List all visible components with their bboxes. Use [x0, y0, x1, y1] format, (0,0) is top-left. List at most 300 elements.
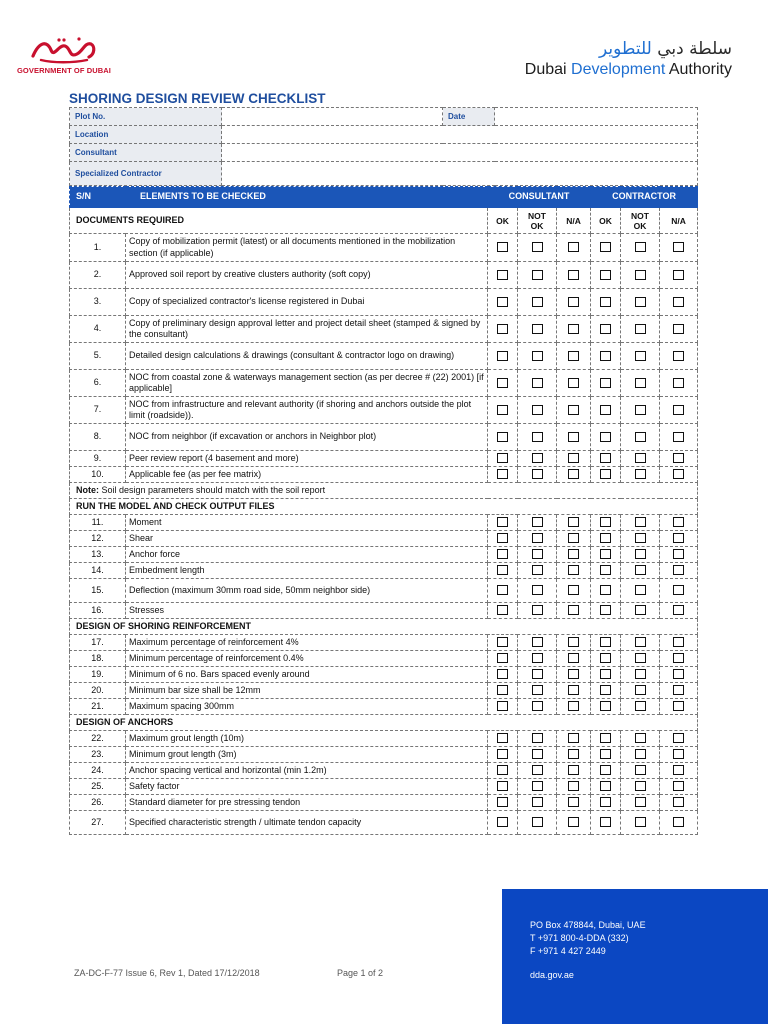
- consultant-na-cell: [557, 234, 591, 262]
- contractor-ok-checkbox[interactable]: [600, 533, 611, 543]
- consultant-na-checkbox[interactable]: [568, 533, 579, 543]
- consultant-not-ok-checkbox[interactable]: [532, 351, 543, 361]
- contractor-na-cell: [660, 779, 698, 795]
- contractor-ok-checkbox[interactable]: [600, 549, 611, 559]
- consultant-label: Consultant: [70, 144, 222, 162]
- contractor-ok-cell: [591, 547, 621, 563]
- contractor-not-ok-checkbox[interactable]: [635, 817, 646, 827]
- contractor-not-ok-cell: [621, 579, 660, 603]
- contractor-ok-cell: [591, 795, 621, 811]
- consultant-ok-checkbox[interactable]: [497, 585, 508, 595]
- consultant-na-checkbox[interactable]: [568, 749, 579, 759]
- contractor-na-cell: [660, 763, 698, 779]
- consultant-not-ok-cell: [518, 531, 557, 547]
- contractor-na-checkbox[interactable]: [673, 585, 684, 595]
- item-number: 6.: [70, 370, 126, 397]
- contractor-na-cell: [660, 731, 698, 747]
- consultant-ok-cell: [488, 370, 518, 397]
- consultant-ok-cell: [488, 795, 518, 811]
- contractor-na-checkbox[interactable]: [673, 797, 684, 807]
- contractor-not-ok-checkbox[interactable]: [635, 585, 646, 595]
- item-number: 1.: [70, 234, 126, 262]
- item-number: 16.: [70, 603, 126, 619]
- checklist-row: [70, 747, 698, 763]
- consultant-ok-checkbox[interactable]: [497, 405, 508, 415]
- contractor-ok-cell: [591, 343, 621, 370]
- consultant-na-cell: [557, 451, 591, 467]
- project-info-table: [69, 107, 698, 186]
- contractor-not-ok-checkbox[interactable]: [635, 653, 646, 663]
- consultant-na-cell: [557, 467, 591, 483]
- consultant-ok-checkbox[interactable]: [497, 533, 508, 543]
- contractor-na-checkbox[interactable]: [673, 653, 684, 663]
- contractor-not-ok-checkbox[interactable]: [635, 324, 646, 334]
- checklist-row: [70, 547, 698, 563]
- contractor-not-ok-checkbox[interactable]: [635, 517, 646, 527]
- contractor-not-ok-cell: [621, 234, 660, 262]
- checklist-row: [70, 603, 698, 619]
- contractor-ok-checkbox[interactable]: [600, 817, 611, 827]
- consultant-not-ok-label: NOT OK: [518, 208, 557, 234]
- consultant-ok-cell: [488, 699, 518, 715]
- contractor-na-checkbox[interactable]: [673, 297, 684, 307]
- government-of-dubai-logo: [10, 36, 118, 75]
- consultant-na-cell: [557, 547, 591, 563]
- consultant-not-ok-checkbox[interactable]: [532, 549, 543, 559]
- consultant-na-checkbox[interactable]: [568, 585, 579, 595]
- consultant-na-checkbox[interactable]: [568, 242, 579, 252]
- dubai-calligraphy-emblem: [29, 36, 99, 64]
- contractor-ok-cell: [591, 563, 621, 579]
- consultant-na-checkbox[interactable]: [568, 565, 579, 575]
- checklist-row: [70, 635, 698, 651]
- contractor-na-checkbox[interactable]: [673, 242, 684, 252]
- consultant-not-ok-checkbox[interactable]: [532, 749, 543, 759]
- checklist-row: [70, 779, 698, 795]
- shoring-reinforcement-section-row: [70, 619, 698, 635]
- item-number: 10.: [70, 467, 126, 483]
- contractor-not-ok-checkbox[interactable]: [635, 453, 646, 463]
- contractor-na-cell: [660, 651, 698, 667]
- specialized-contractor-field[interactable]: [222, 162, 698, 186]
- consultant-na-checkbox[interactable]: [568, 605, 579, 615]
- contractor-ok-checkbox[interactable]: [600, 701, 611, 711]
- contractor-not-ok-checkbox[interactable]: [635, 765, 646, 775]
- consultant-ok-cell: [488, 424, 518, 451]
- contractor-not-ok-checkbox[interactable]: [635, 669, 646, 679]
- contractor-na-cell: [660, 370, 698, 397]
- contractor-not-ok-checkbox[interactable]: [635, 749, 646, 759]
- consultant-na-checkbox[interactable]: [568, 733, 579, 743]
- contractor-ok-cell: [591, 316, 621, 343]
- consultant-ok-checkbox[interactable]: [497, 669, 508, 679]
- contractor-na-checkbox[interactable]: [673, 669, 684, 679]
- consultant-not-ok-checkbox[interactable]: [532, 585, 543, 595]
- consultant-not-ok-checkbox[interactable]: [532, 453, 543, 463]
- contractor-not-ok-cell: [621, 547, 660, 563]
- contractor-not-ok-checkbox[interactable]: [635, 533, 646, 543]
- contractor-ok-checkbox[interactable]: [600, 469, 611, 479]
- consultant-ok-checkbox[interactable]: [497, 432, 508, 442]
- plot-no-label: Plot No.: [70, 108, 222, 126]
- note-row: [70, 483, 698, 499]
- contractor-ok-checkbox[interactable]: [600, 669, 611, 679]
- checklist-row: [70, 579, 698, 603]
- checklist-row: [70, 234, 698, 262]
- contractor-not-ok-checkbox[interactable]: [635, 733, 646, 743]
- contractor-ok-checkbox[interactable]: [600, 585, 611, 595]
- contractor-not-ok-checkbox[interactable]: [635, 270, 646, 280]
- contractor-na-cell: [660, 699, 698, 715]
- consultant-ok-cell: [488, 779, 518, 795]
- contractor-ok-checkbox[interactable]: [600, 685, 611, 695]
- consultant-not-ok-checkbox[interactable]: [532, 517, 543, 527]
- contractor-na-checkbox[interactable]: [673, 637, 684, 647]
- checklist-row: [70, 289, 698, 316]
- consultant-not-ok-cell: [518, 731, 557, 747]
- consultant-na-checkbox[interactable]: [568, 701, 579, 711]
- contractor-not-ok-checkbox[interactable]: [635, 637, 646, 647]
- contractor-ok-checkbox[interactable]: [600, 405, 611, 415]
- consultant-not-ok-checkbox[interactable]: [532, 653, 543, 663]
- contractor-na-cell: [660, 234, 698, 262]
- consultant-not-ok-checkbox[interactable]: [532, 733, 543, 743]
- contractor-ok-cell: [591, 289, 621, 316]
- location-field[interactable]: [222, 126, 698, 144]
- item-description: Maximum spacing 300mm: [126, 699, 488, 715]
- item-number: 14.: [70, 563, 126, 579]
- contractor-na-checkbox[interactable]: [673, 765, 684, 775]
- contractor-not-ok-cell: [621, 811, 660, 835]
- contractor-na-checkbox[interactable]: [673, 378, 684, 388]
- consultant-ok-cell: [488, 397, 518, 424]
- contractor-ok-checkbox[interactable]: [600, 270, 611, 280]
- consultant-ok-checkbox[interactable]: [497, 378, 508, 388]
- consultant-ok-cell: [488, 731, 518, 747]
- contractor-not-ok-checkbox[interactable]: [635, 565, 646, 575]
- contractor-na-cell: [660, 451, 698, 467]
- contractor-ok-checkbox[interactable]: [600, 297, 611, 307]
- item-description: Approved soil report by creative clusters authority (soft copy): [126, 262, 488, 289]
- contractor-ok-checkbox[interactable]: [600, 453, 611, 463]
- po-box: PO Box 478844, Dubai, UAE: [530, 920, 646, 930]
- contractor-ok-checkbox[interactable]: [600, 637, 611, 647]
- consultant-na-checkbox[interactable]: [568, 469, 579, 479]
- consultant-not-ok-cell: [518, 795, 557, 811]
- checklist-row: [70, 683, 698, 699]
- contractor-ok-checkbox[interactable]: [600, 653, 611, 663]
- consultant-na-cell: [557, 699, 591, 715]
- consultant-not-ok-checkbox[interactable]: [532, 781, 543, 791]
- contractor-not-ok-checkbox[interactable]: [635, 351, 646, 361]
- date-field[interactable]: [495, 108, 698, 126]
- consultant-ok-cell: [488, 667, 518, 683]
- consultant-ok-checkbox[interactable]: [497, 270, 508, 280]
- consultant-ok-checkbox[interactable]: [497, 242, 508, 252]
- consultant-not-ok-checkbox[interactable]: [532, 242, 543, 252]
- contractor-na-checkbox[interactable]: [673, 270, 684, 280]
- contractor-ok-cell: [591, 262, 621, 289]
- consultant-ok-checkbox[interactable]: [497, 469, 508, 479]
- soil-note: [70, 483, 698, 499]
- contractor-na-checkbox[interactable]: [673, 605, 684, 615]
- consultant-not-ok-checkbox[interactable]: [532, 297, 543, 307]
- contractor-not-ok-cell: [621, 262, 660, 289]
- consultant-ok-cell: [488, 234, 518, 262]
- consultant-ok-checkbox[interactable]: [497, 765, 508, 775]
- consultant-field[interactable]: [222, 144, 698, 162]
- consultant-not-ok-cell: [518, 563, 557, 579]
- consultant-na-checkbox[interactable]: [568, 453, 579, 463]
- consultant-not-ok-checkbox[interactable]: [532, 685, 543, 695]
- checklist-row: [70, 397, 698, 424]
- contractor-na-checkbox[interactable]: [673, 405, 684, 415]
- item-description: Detailed design calculations & drawings (consultant & contractor logo on drawing): [126, 343, 488, 370]
- contractor-not-ok-checkbox[interactable]: [635, 685, 646, 695]
- contractor-ok-checkbox[interactable]: [600, 378, 611, 388]
- elements-header: ELEMENTS TO BE CHECKED: [126, 187, 488, 208]
- contractor-na-checkbox[interactable]: [673, 565, 684, 575]
- contractor-not-ok-checkbox[interactable]: [635, 549, 646, 559]
- consultant-not-ok-checkbox[interactable]: [532, 469, 543, 479]
- contractor-not-ok-checkbox[interactable]: [635, 378, 646, 388]
- consultant-ok-checkbox[interactable]: [497, 701, 508, 711]
- consultant-not-ok-cell: [518, 699, 557, 715]
- consultant-ok-checkbox[interactable]: [497, 549, 508, 559]
- contractor-na-checkbox[interactable]: [673, 469, 684, 479]
- consultant-not-ok-checkbox[interactable]: [532, 270, 543, 280]
- contractor-ok-checkbox[interactable]: [600, 242, 611, 252]
- contractor-not-ok-checkbox[interactable]: [635, 781, 646, 791]
- contractor-na-checkbox[interactable]: [673, 749, 684, 759]
- consultant-na-checkbox[interactable]: [568, 685, 579, 695]
- consultant-ok-checkbox[interactable]: [497, 797, 508, 807]
- consultant-header: CONSULTANT: [488, 187, 591, 208]
- consultant-na-checkbox[interactable]: [568, 797, 579, 807]
- consultant-ok-checkbox[interactable]: [497, 637, 508, 647]
- consultant-na-cell: [557, 779, 591, 795]
- contractor-not-ok-checkbox[interactable]: [635, 242, 646, 252]
- consultant-ok-checkbox[interactable]: [497, 685, 508, 695]
- contractor-ok-checkbox[interactable]: [600, 565, 611, 575]
- item-number: 24.: [70, 763, 126, 779]
- note-label: Note:: [76, 484, 99, 495]
- contractor-ok-cell: [591, 515, 621, 531]
- consultant-na-cell: [557, 795, 591, 811]
- consultant-ok-checkbox[interactable]: [497, 781, 508, 791]
- consultant-na-checkbox[interactable]: [568, 669, 579, 679]
- contractor-na-cell: [660, 747, 698, 763]
- contractor-not-ok-cell: [621, 370, 660, 397]
- contractor-na-cell: [660, 603, 698, 619]
- contractor-ok-checkbox[interactable]: [600, 351, 611, 361]
- consultant-na-checkbox[interactable]: [568, 432, 579, 442]
- contractor-na-checkbox[interactable]: [673, 781, 684, 791]
- item-number: 13.: [70, 547, 126, 563]
- contractor-not-ok-checkbox[interactable]: [635, 469, 646, 479]
- contractor-na-cell: [660, 397, 698, 424]
- plot-no-field[interactable]: [222, 108, 443, 126]
- consultant-ok-cell: [488, 515, 518, 531]
- contractor-na-checkbox[interactable]: [673, 733, 684, 743]
- consultant-not-ok-checkbox[interactable]: [532, 605, 543, 615]
- contractor-not-ok-checkbox[interactable]: [635, 405, 646, 415]
- item-number: 25.: [70, 779, 126, 795]
- item-number: 9.: [70, 451, 126, 467]
- item-description: Shear: [126, 531, 488, 547]
- contractor-na-cell: [660, 467, 698, 483]
- consultant-not-ok-cell: [518, 397, 557, 424]
- consultant-ok-checkbox[interactable]: [497, 605, 508, 615]
- contractor-na-cell: [660, 579, 698, 603]
- contractor-na-cell: [660, 683, 698, 699]
- consultant-ok-checkbox[interactable]: [497, 817, 508, 827]
- consultant-na-cell: [557, 731, 591, 747]
- consultant-ok-checkbox[interactable]: [497, 297, 508, 307]
- consultant-not-ok-cell: [518, 316, 557, 343]
- item-description: Minimum bar size shall be 12mm: [126, 683, 488, 699]
- consultant-not-ok-checkbox[interactable]: [532, 565, 543, 575]
- consultant-na-checkbox[interactable]: [568, 270, 579, 280]
- contractor-ok-cell: [591, 603, 621, 619]
- contractor-na-checkbox[interactable]: [673, 351, 684, 361]
- contractor-not-ok-cell: [621, 635, 660, 651]
- consultant-not-ok-checkbox[interactable]: [532, 378, 543, 388]
- consultant-na-cell: [557, 683, 591, 699]
- consultant-na-cell: [557, 635, 591, 651]
- consultant-ok-cell: [488, 635, 518, 651]
- consultant-not-ok-checkbox[interactable]: [532, 797, 543, 807]
- item-number: 18.: [70, 651, 126, 667]
- contractor-na-checkbox[interactable]: [673, 324, 684, 334]
- contractor-na-checkbox[interactable]: [673, 817, 684, 827]
- contractor-not-ok-cell: [621, 467, 660, 483]
- item-description: Anchor force: [126, 547, 488, 563]
- contractor-ok-checkbox[interactable]: [600, 765, 611, 775]
- contractor-not-ok-checkbox[interactable]: [635, 297, 646, 307]
- item-number: 15.: [70, 579, 126, 603]
- contractor-ok-checkbox[interactable]: [600, 324, 611, 334]
- consultant-na-checkbox[interactable]: [568, 517, 579, 527]
- consultant-na-cell: [557, 651, 591, 667]
- website-link[interactable]: dda.gov.ae: [530, 970, 574, 980]
- contractor-na-cell: [660, 316, 698, 343]
- consultant-not-ok-checkbox[interactable]: [532, 533, 543, 543]
- contractor-not-ok-checkbox[interactable]: [635, 432, 646, 442]
- contractor-ok-checkbox[interactable]: [600, 432, 611, 442]
- checklist-row: [70, 531, 698, 547]
- consultant-na-checkbox[interactable]: [568, 653, 579, 663]
- consultant-na-checkbox[interactable]: [568, 378, 579, 388]
- contractor-ok-cell: [591, 467, 621, 483]
- consultant-na-checkbox[interactable]: [568, 297, 579, 307]
- contractor-na-checkbox[interactable]: [673, 517, 684, 527]
- item-description: Maximum percentage of reinforcement 4%: [126, 635, 488, 651]
- consultant-na-checkbox[interactable]: [568, 765, 579, 775]
- consultant-ok-checkbox[interactable]: [497, 749, 508, 759]
- consultant-not-ok-checkbox[interactable]: [532, 765, 543, 775]
- consultant-not-ok-checkbox[interactable]: [532, 701, 543, 711]
- consultant-not-ok-checkbox[interactable]: [532, 669, 543, 679]
- consultant-ok-checkbox[interactable]: [497, 453, 508, 463]
- consultant-na-checkbox[interactable]: [568, 351, 579, 361]
- item-description: Minimum percentage of reinforcement 0.4%: [126, 651, 488, 667]
- consultant-not-ok-checkbox[interactable]: [532, 817, 543, 827]
- consultant-ok-checkbox[interactable]: [497, 324, 508, 334]
- contractor-na-checkbox[interactable]: [673, 701, 684, 711]
- contractor-ok-checkbox[interactable]: [600, 605, 611, 615]
- checklist-header-row: [70, 187, 698, 208]
- contractor-not-ok-checkbox[interactable]: [635, 605, 646, 615]
- contractor-na-checkbox[interactable]: [673, 533, 684, 543]
- contractor-ok-checkbox[interactable]: [600, 749, 611, 759]
- consultant-ok-checkbox[interactable]: [497, 517, 508, 527]
- contractor-na-checkbox[interactable]: [673, 685, 684, 695]
- consultant-na-cell: [557, 811, 591, 835]
- consultant-na-checkbox[interactable]: [568, 405, 579, 415]
- contractor-not-ok-checkbox[interactable]: [635, 797, 646, 807]
- item-description: Anchor spacing vertical and horizontal (min 1.2m): [126, 763, 488, 779]
- contractor-na-checkbox[interactable]: [673, 549, 684, 559]
- consultant-not-ok-cell: [518, 289, 557, 316]
- item-description: Embedment length: [126, 563, 488, 579]
- item-description: Stresses: [126, 603, 488, 619]
- consultant-ok-checkbox[interactable]: [497, 565, 508, 575]
- consultant-ok-checkbox[interactable]: [497, 351, 508, 361]
- consultant-na-checkbox[interactable]: [568, 781, 579, 791]
- consultant-not-ok-cell: [518, 424, 557, 451]
- contractor-ok-cell: [591, 651, 621, 667]
- contractor-ok-checkbox[interactable]: [600, 733, 611, 743]
- contractor-ok-checkbox[interactable]: [600, 781, 611, 791]
- item-description: Moment: [126, 515, 488, 531]
- consultant-ok-checkbox[interactable]: [497, 653, 508, 663]
- contractor-ok-cell: [591, 397, 621, 424]
- consultant-not-ok-checkbox[interactable]: [532, 324, 543, 334]
- contractor-na-cell: [660, 424, 698, 451]
- consultant-na-checkbox[interactable]: [568, 637, 579, 647]
- consultant-not-ok-cell: [518, 811, 557, 835]
- consultant-not-ok-checkbox[interactable]: [532, 405, 543, 415]
- consultant-ok-cell: [488, 531, 518, 547]
- consultant-na-cell: [557, 667, 591, 683]
- consultant-not-ok-checkbox[interactable]: [532, 432, 543, 442]
- consultant-ok-checkbox[interactable]: [497, 733, 508, 743]
- consultant-na-checkbox[interactable]: [568, 324, 579, 334]
- contractor-ok-checkbox[interactable]: [600, 517, 611, 527]
- contractor-not-ok-cell: [621, 397, 660, 424]
- consultant-not-ok-checkbox[interactable]: [532, 637, 543, 647]
- item-number: 3.: [70, 289, 126, 316]
- consultant-not-ok-cell: [518, 467, 557, 483]
- checklist-row: [70, 795, 698, 811]
- item-number: 26.: [70, 795, 126, 811]
- contractor-not-ok-cell: [621, 531, 660, 547]
- contractor-na-checkbox[interactable]: [673, 432, 684, 442]
- contractor-not-ok-checkbox[interactable]: [635, 701, 646, 711]
- contractor-ok-checkbox[interactable]: [600, 797, 611, 807]
- specialized-contractor-label: Specialized Contractor: [70, 162, 222, 186]
- checklist-row: [70, 731, 698, 747]
- consultant-na-checkbox[interactable]: [568, 549, 579, 559]
- consultant-na-checkbox[interactable]: [568, 817, 579, 827]
- contractor-na-cell: [660, 547, 698, 563]
- consultant-not-ok-cell: [518, 234, 557, 262]
- page-title: SHORING DESIGN REVIEW CHECKLIST: [69, 91, 326, 106]
- date-label: Date: [443, 108, 495, 126]
- contractor-na-checkbox[interactable]: [673, 453, 684, 463]
- contractor-ok-cell: [591, 667, 621, 683]
